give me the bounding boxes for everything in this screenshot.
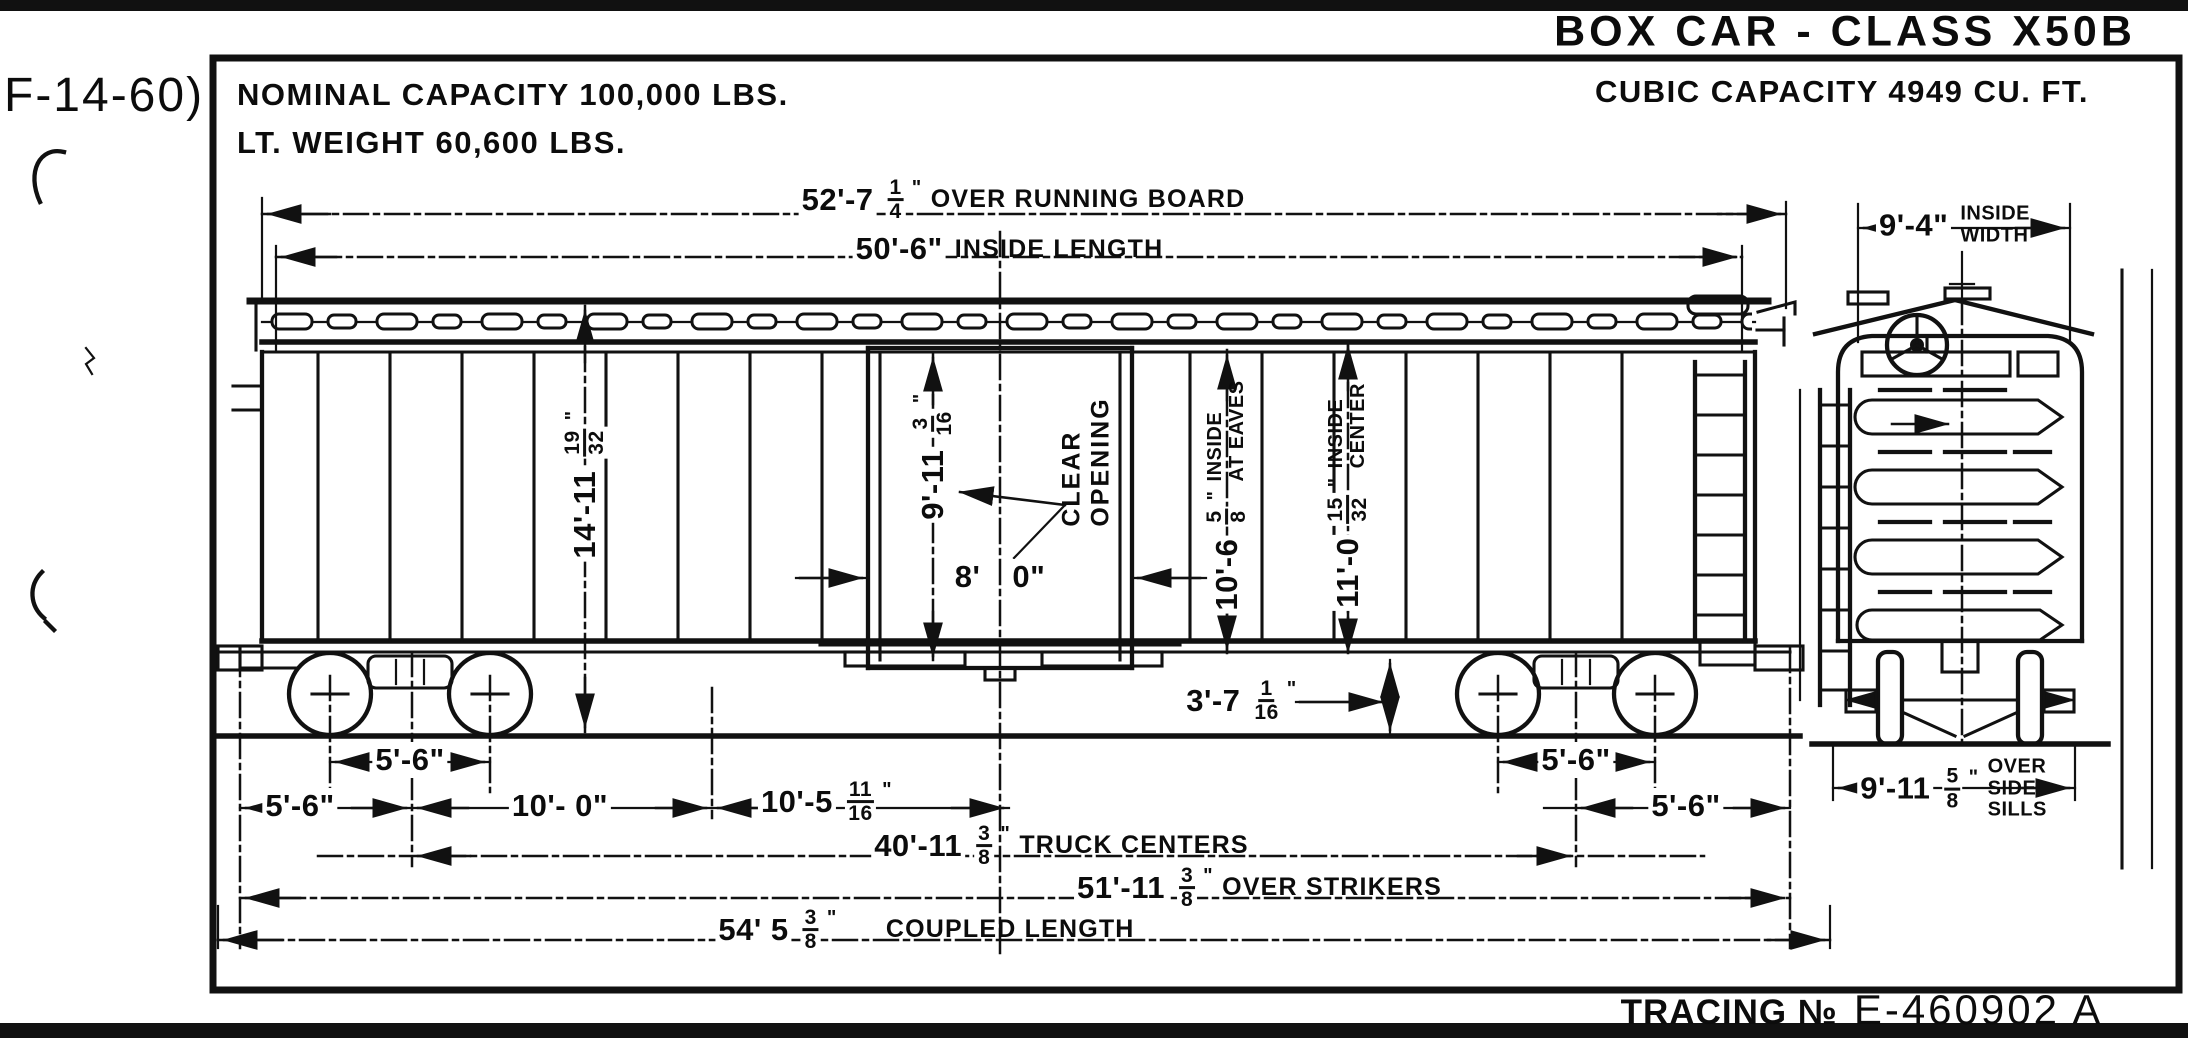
sheet-ref-code: F-14-60) xyxy=(4,69,205,122)
tracing-number xyxy=(1621,986,2104,1034)
dim-inside-center: 11'-0 15 32 " INSIDE CENTER xyxy=(1325,383,1371,611)
dim-floor-height: 3'-7 1 16 " xyxy=(1183,678,1297,724)
dim-coupled-length: 54' 5 3 8 " COUPLED LENGTH xyxy=(715,907,1134,953)
scan-artifact xyxy=(32,151,94,630)
dim-inside-length: 50'-6" INSIDE LENGTH xyxy=(853,231,1164,267)
tracing-label: TRACING № xyxy=(1620,993,1838,1032)
sheet-title: BOX CAR - CLASS X50B xyxy=(1554,7,2136,56)
dim-inside-width: 9'-4" INSIDE WIDTH xyxy=(1876,203,2030,246)
dim-span-10-0: 10'- 0" xyxy=(509,788,611,824)
dim-clear-opening-value: 8' 0" xyxy=(952,559,1049,595)
dim-span-10-5: 10'-5 11 16 " xyxy=(758,779,892,825)
side-view-drawing xyxy=(215,296,1803,736)
dim-value: 52'-7 xyxy=(799,182,877,218)
dim-over-side-sills: 9'-11 5 8 " OVER SIDE SILLS xyxy=(1857,757,2047,822)
dim-overhang-right: 5'-6" xyxy=(1648,788,1723,824)
tracing-value: E-460902 A xyxy=(1853,986,2104,1033)
nominal-capacity-text: NOMINAL CAPACITY 100,000 LBS. xyxy=(237,77,789,112)
light-weight-text: LT. WEIGHT 60,600 LBS. xyxy=(237,125,627,160)
dim-clear-opening-label: CLEAR OPENING xyxy=(1057,397,1114,527)
left-truck xyxy=(289,653,531,735)
dim-overhang-left: 5'-6" xyxy=(262,788,337,824)
end-ribs xyxy=(1855,390,2062,640)
dim-label: INSIDE WIDTH xyxy=(1960,202,2031,246)
dim-over-strikers: 51'-11 3 8 " OVER STRIKERS xyxy=(1074,865,1442,911)
dim-axle-spacing-right: 5'-6" xyxy=(1538,742,1613,778)
side-ladder xyxy=(1695,318,1784,665)
dim-inside-at-eaves: 10'-6 5 8 " INSIDE AT EAVES xyxy=(1204,380,1250,613)
cubic-capacity-text: CUBIC CAPACITY 4949 CU. FT. xyxy=(1594,74,2090,109)
end-ladder xyxy=(1800,390,1850,705)
brake-wheel xyxy=(1887,315,1947,375)
dim-label: OVER RUNNING BOARD xyxy=(930,185,1246,214)
dim-over-running-board: 52'-7 1 4 " OVER RUNNING BOARD xyxy=(799,177,1246,223)
end-wheelset xyxy=(1846,641,2074,744)
dim-fraction: 1 4 xyxy=(886,177,906,223)
dim-door-height: 9'-11 3 16 " xyxy=(910,393,956,523)
dim-truck-centers: 40'-11 3 8 " TRUCK CENTERS xyxy=(871,823,1249,869)
dim-height-rail-to-running-board: 14'-11 19 32 " xyxy=(562,410,608,561)
dim-axle-spacing-left: 5'-6" xyxy=(372,742,447,778)
